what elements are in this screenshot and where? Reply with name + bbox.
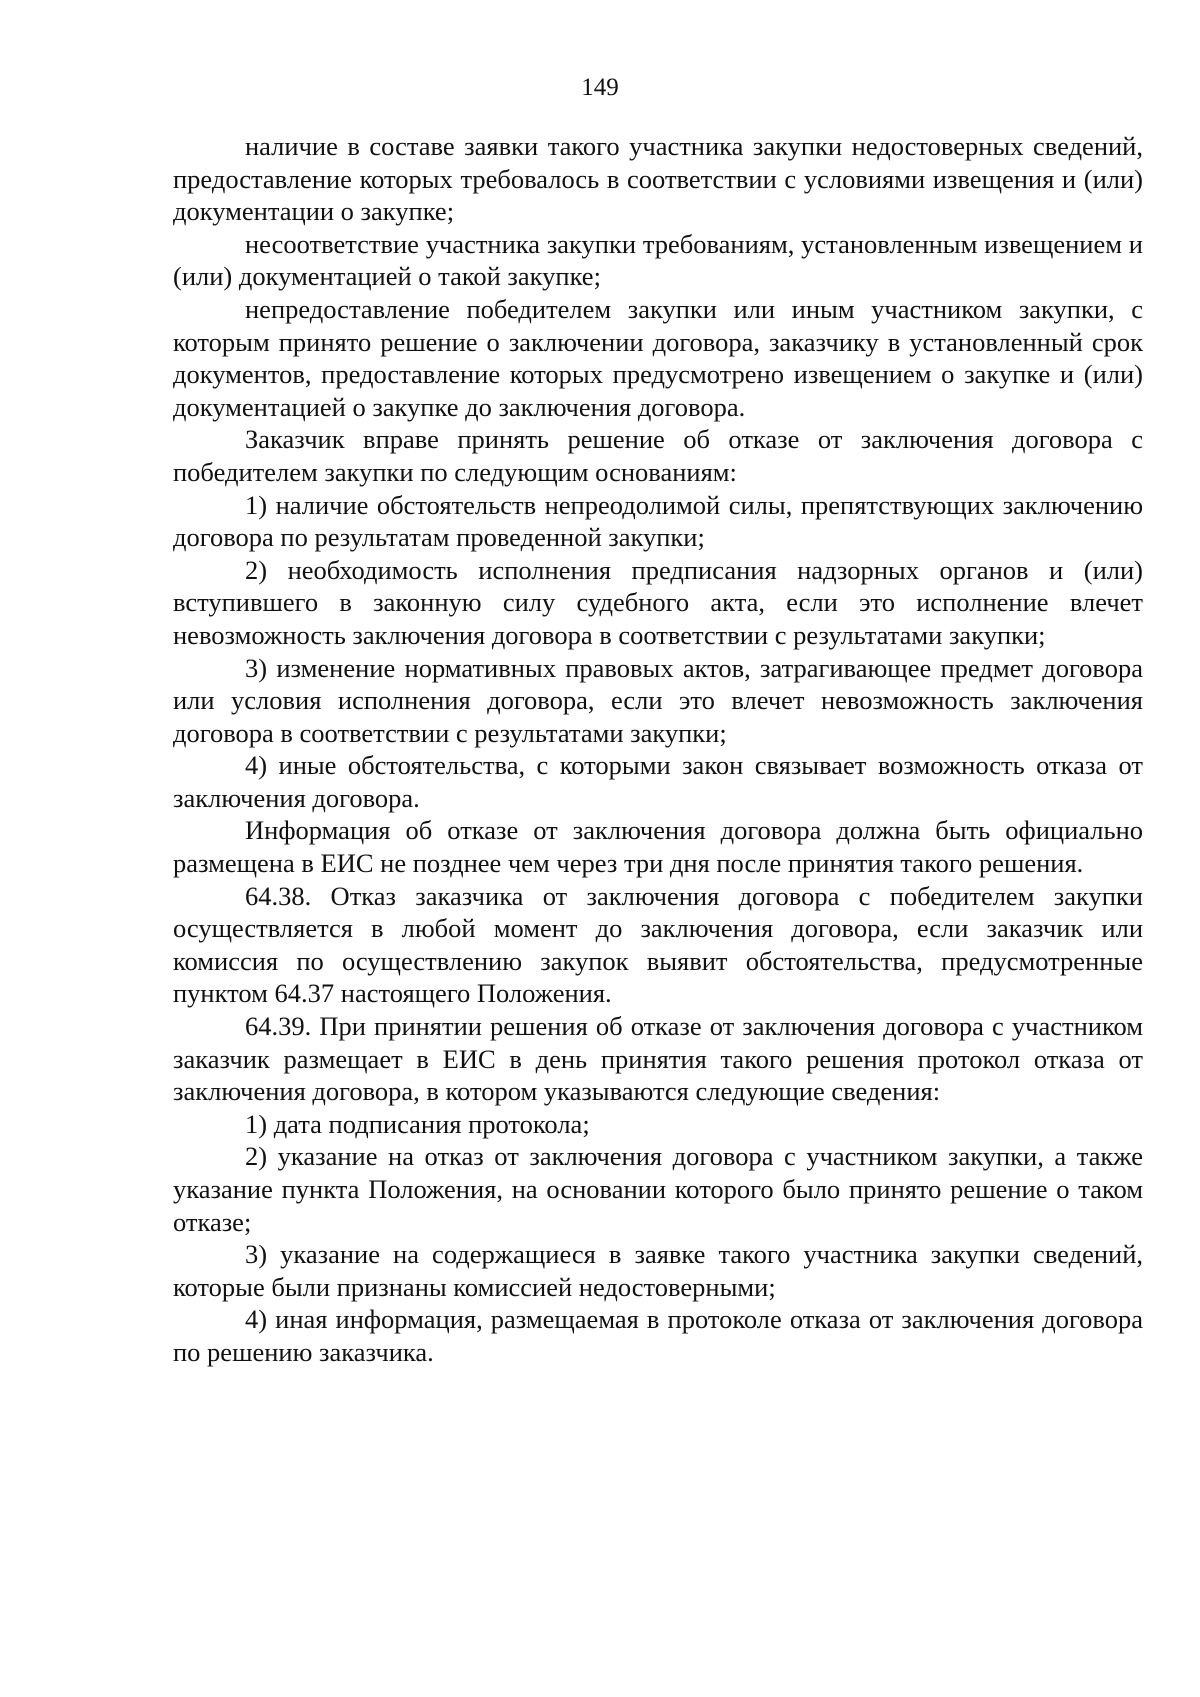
- paragraph-clause-64-38: 64.38. Отказ заказчика от заключения договора с победителем закупки осуществляется в любой момент до заключения договора, если заказчик или комиссия по осуществлению закупок выявит обстоятельства, предусмотренные пунктом 64.37 настоящего Положения.: [173, 880, 1143, 1009]
- paragraph-protocol-item-3: 3) указание на содержащиеся в заявке такого участника закупки сведений, которые были признаны комиссией недостоверными;: [173, 1239, 1143, 1302]
- paragraph-clause-64-39: 64.39. При принятии решения об отказе от заключения договора с участником заказчик размещает в ЕИС в день принятия такого решения протокол отказа от заключения договора, в котором указываются следующие сведения:: [173, 1011, 1143, 1107]
- paragraph-refusal-grounds-intro: Заказчик вправе принять решение об отказе от заключения договора с победителем закупки по следующим основаниям:: [173, 424, 1143, 487]
- paragraph-ground-force-majeure: 1) наличие обстоятельств непреодолимой силы, препятствующих заключению договора по результатам проведенной закупки;: [173, 489, 1143, 553]
- document-body: [173, 130, 1143, 1369]
- page-number: 149: [581, 74, 619, 101]
- paragraph-refusal-publication: Информация об отказе от заключения договора должна быть официально размещена в ЕИС не позднее чем через три дня после принятия такого решения.: [173, 815, 1143, 879]
- paragraph-protocol-item-2: 2) указание на отказ от заключения договора с участником закупки, а также указание пункта Положения, на основании которого было принято решение о таком отказе;: [173, 1141, 1143, 1237]
- paragraph-noncompliance: несоответствие участника закупки требованиям, установленным извещением и (или) документацией о такой закупке;: [173, 228, 1143, 292]
- paragraph-ground-other: 4) иные обстоятельства, с которыми закон связывает возможность отказа от заключения договора.: [173, 750, 1143, 813]
- paragraph-ground-supervisory-order: 2) необходимость исполнения предписания надзорных органов и (или) вступившего в законную силу судебного акта, если это исполнение влечет невозможность заключения договора в соответствии с результатами закупки;: [173, 554, 1143, 650]
- paragraph-unreliable-info: наличие в составе заявки такого участника закупки недостоверных сведений, предоставление которых требовалось в соответствии с условиями извещения и (или) документации о закупке;: [173, 131, 1143, 227]
- paragraph-ground-legal-change: 3) изменение нормативных правовых актов, затрагивающее предмет договора или условия исполнения договора, если это влечет невозможность заключения договора в соответствии с результатами закупки;: [173, 652, 1143, 748]
- paragraph-protocol-item-4: 4) иная информация, размещаемая в протоколе отказа от заключения договора по решению заказчика.: [173, 1304, 1143, 1367]
- paragraph-protocol-item-1: 1) дата подписания протокола;: [245, 1108, 590, 1139]
- paragraph-documents-not-provided: непредоставление победителем закупки или иным участником закупки, с которым принято решение о заключении договора, заказчику в установленный срок документов, предоставление которых предусмотрено извещением о закупке и (или) документацией о закупке до заключения договора.: [173, 293, 1143, 422]
